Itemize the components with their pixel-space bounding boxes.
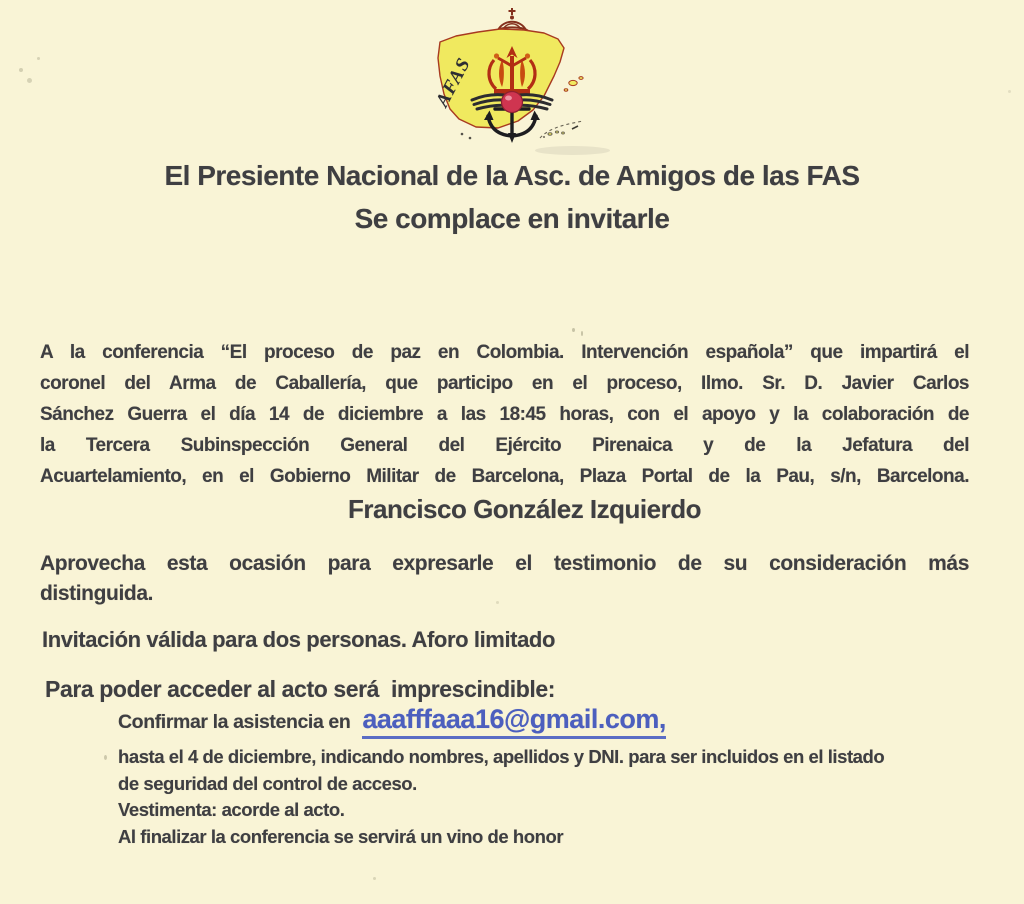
body-line: coronel del Arma de Caballería, que participo en el proceso, Ilmo. Sr. D. Javier Carlos bbox=[40, 373, 969, 394]
access-requirement-heading: Para poder acceder al acto será imprescindible: bbox=[45, 676, 556, 702]
body-line: A la conferencia “El proceso de paz en Colombia. Intervención española” que impartirá el bbox=[40, 342, 969, 363]
invitation-body-paragraph bbox=[40, 337, 969, 492]
closing-line: distinguida. bbox=[40, 582, 154, 605]
details-block bbox=[118, 744, 978, 850]
scan-speck bbox=[496, 601, 499, 604]
confirm-label: Confirmar la asistencia en bbox=[118, 711, 351, 733]
scan-speck bbox=[19, 68, 23, 72]
closing-paragraph bbox=[40, 549, 969, 609]
signatory-name: Francisco González Izquierdo bbox=[348, 494, 701, 524]
scan-smudge bbox=[535, 146, 610, 155]
detail-line: hasta el 4 de diciembre, indicando nombres, apellidos y DNI. para ser incluidos en el listado bbox=[118, 746, 885, 767]
scan-speck bbox=[572, 328, 575, 332]
scan-speck bbox=[104, 755, 107, 760]
body-line: Sánchez Guerra el día 14 de diciembre a las 18:45 horas, con el apoyo y la colaboración de bbox=[40, 404, 969, 425]
scan-speck bbox=[373, 877, 376, 880]
detail-line: Al finalizar la conferencia se servirá un vino de honor bbox=[118, 825, 564, 847]
confirm-attendance-line bbox=[118, 704, 666, 739]
afas-logo-graphic bbox=[432, 6, 590, 146]
body-line: la Tercera Subinspección General del Ejército Pirenaica y de la Jefatura del bbox=[40, 435, 969, 456]
email-link[interactable]: aaafffaaa16@gmail.com, bbox=[362, 704, 665, 739]
body-line: Acuartelamiento, en el Gobierno Militar de Barcelona, Plaza Portal de la Pau, s/n, Barcelona. bbox=[40, 466, 969, 487]
scan-speck bbox=[581, 331, 583, 336]
afas-logo bbox=[432, 6, 590, 146]
scan-speck bbox=[27, 78, 32, 83]
closing-line: Aprovecha esta ocasión para expresarle el testimonio de su consideración más bbox=[40, 552, 969, 575]
title-line-1: El Presiente Nacional de la Asc. de Amigos de las FAS bbox=[164, 160, 860, 191]
detail-line: de seguridad del control de acceso. bbox=[118, 772, 417, 794]
detail-line: Vestimenta: acorde al acto. bbox=[118, 799, 345, 820]
scan-speck bbox=[37, 57, 40, 60]
afas-acronym-text: AFAS bbox=[432, 53, 476, 111]
roundel-icon bbox=[502, 92, 523, 113]
title-line-2: Se complace en invitarle bbox=[354, 203, 670, 234]
scan-speck bbox=[1008, 90, 1011, 93]
validity-note: Invitación válida para dos personas. Aforo limitado bbox=[42, 627, 556, 652]
